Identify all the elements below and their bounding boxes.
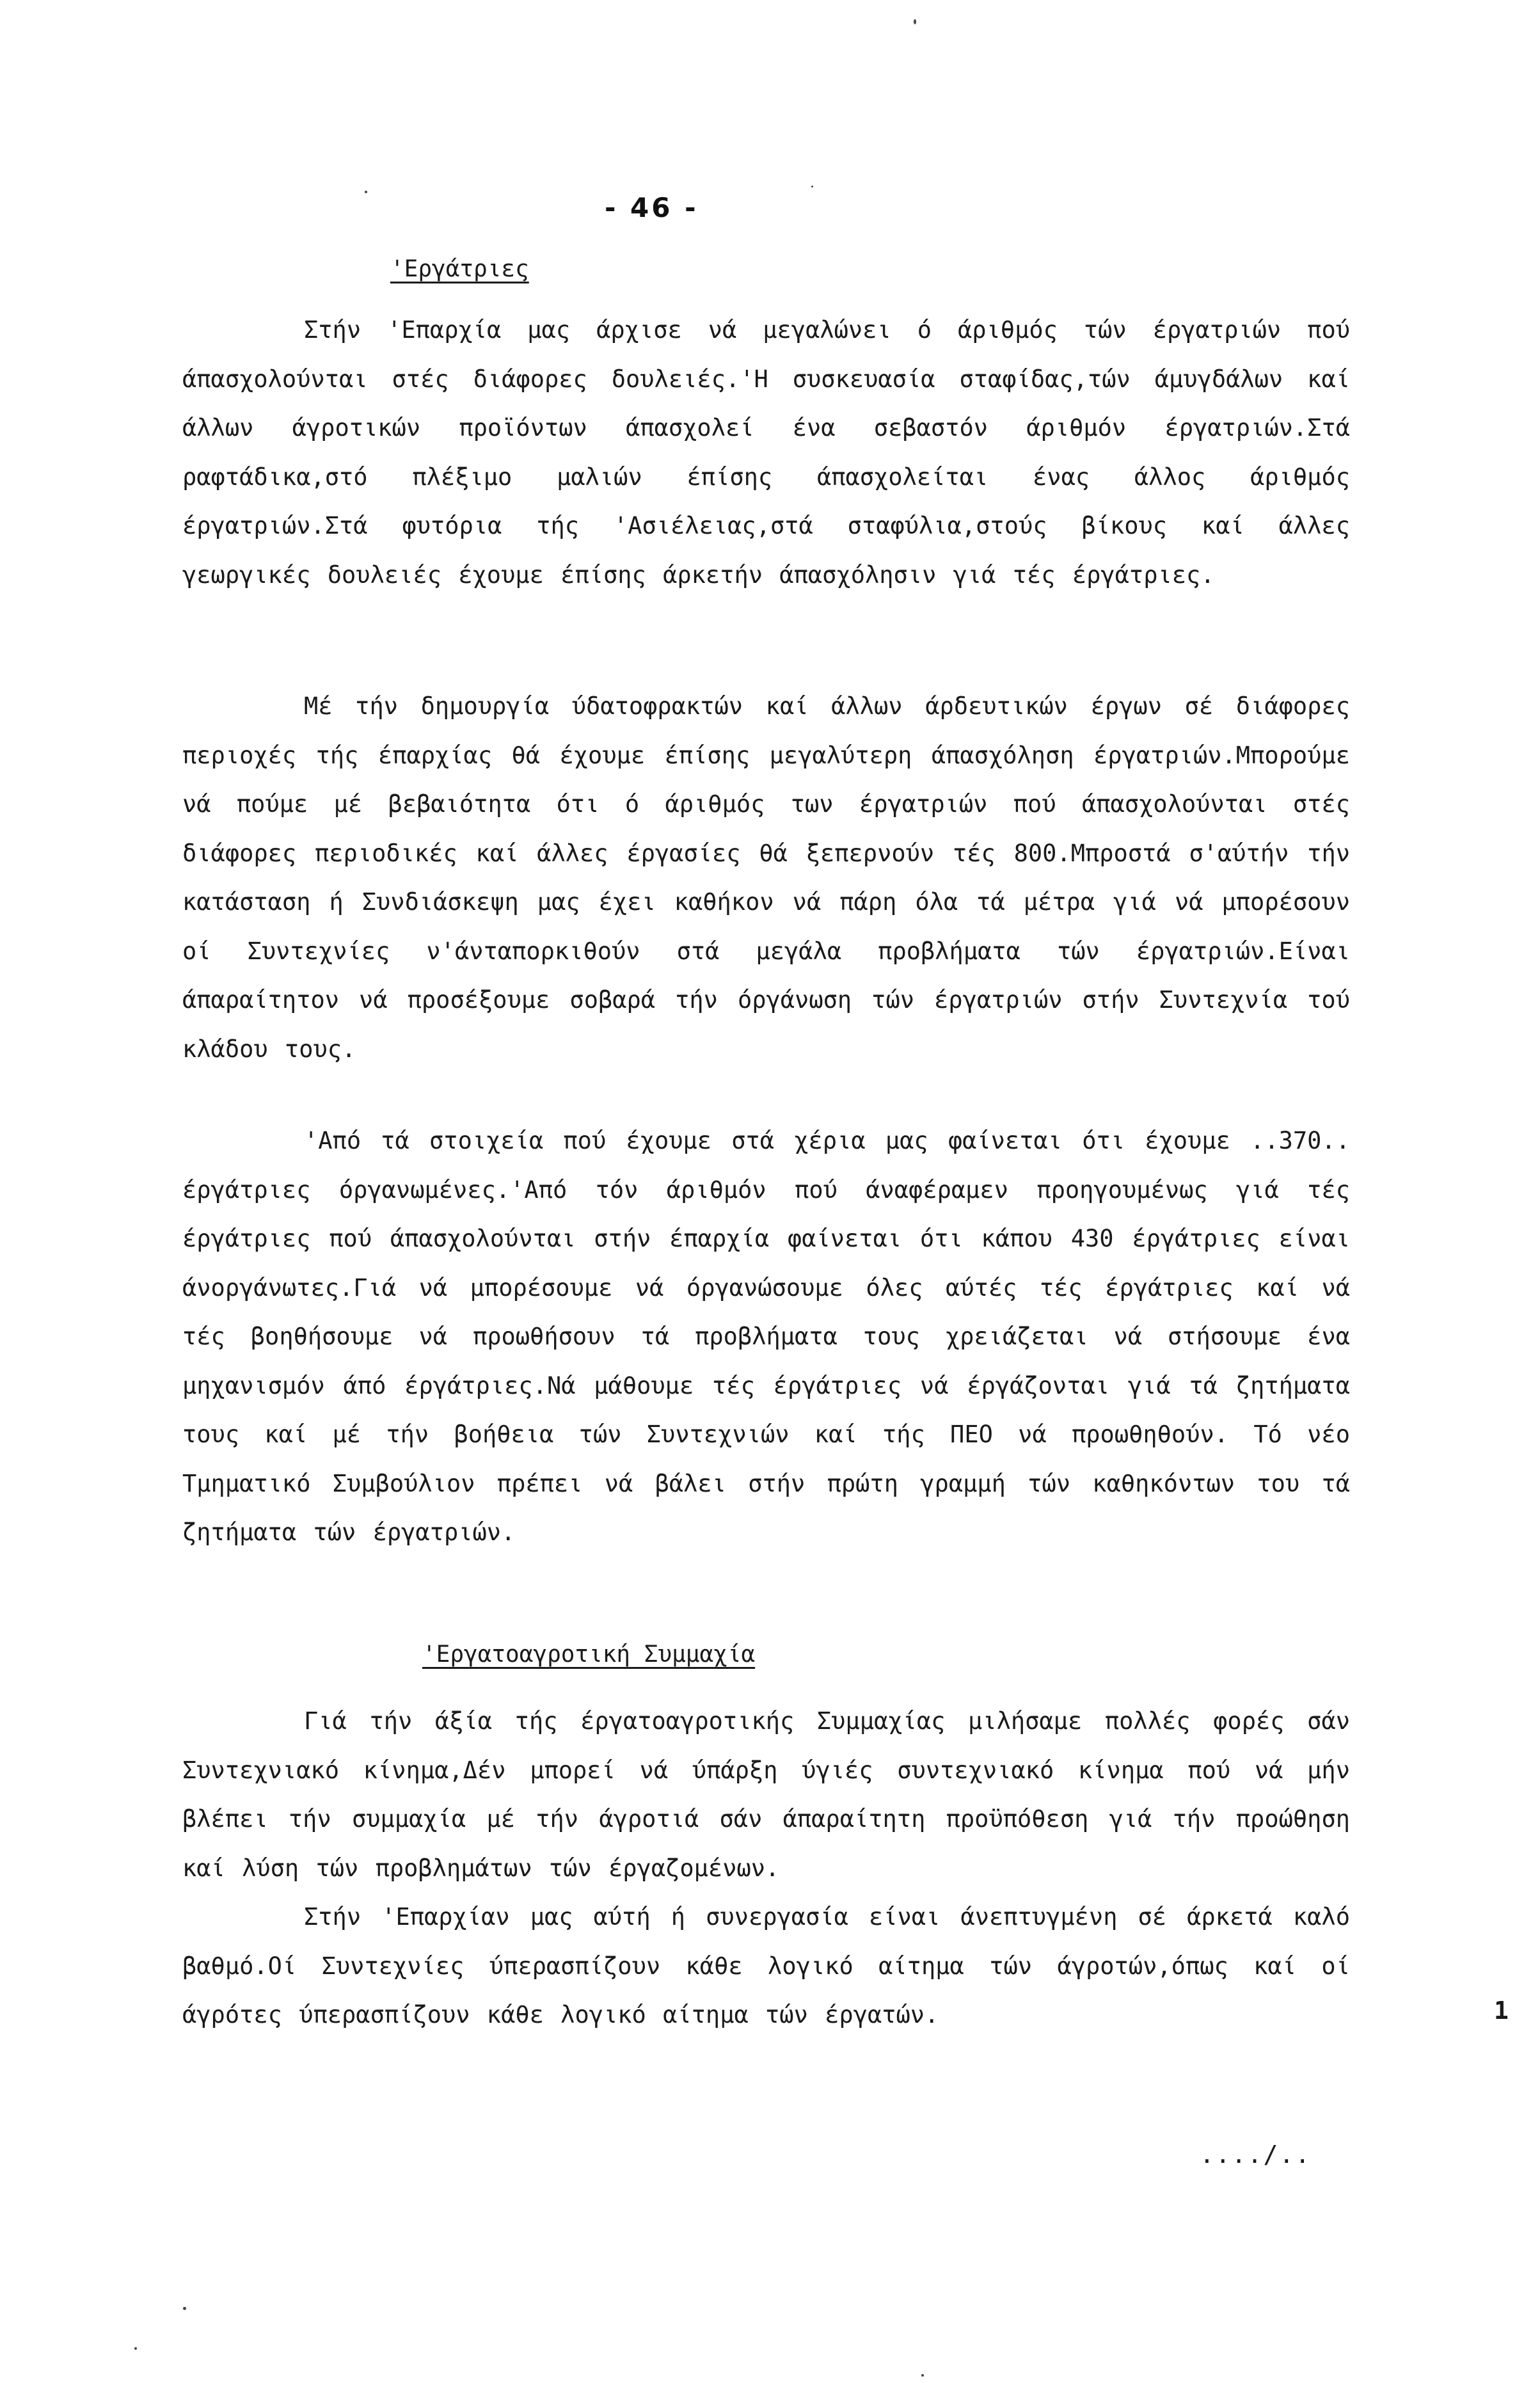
- paragraph: Στήν 'Επαρχίαν μας αύτή ή συνεργασία είναι άνεπτυγμένη σέ άρκετά καλό βαθμό.Οί Συντεχνίες ύπερασπίζουν κάθε λογικό αίτημα τών άγροτών,όπως καί οί άγρότες ύπερασπίζουν κάθε λογικό αίτημα τών έργατών.: [182, 1903, 1350, 2028]
- paragraph: Στήν 'Επαρχία μας άρχισε νά μεγαλώνει ό άριθμός τών έργατριών πού άπασχολούνται στές διάφορες δουλειές.'Η συσκευασία σταφίδας,τών άμυγδάλων καί άλλων άγροτικών προϊόντων άπασχολεί ένα σεβαστόν άριθμόν έργατριών.Στά ραφτάδικα,στό πλέξιμο μαλιών έπίσης άπασχολείται ένας άλλος άριθμός έργατριών.Στά φυτόρια τής 'Ασιέλειας,στά σταφύλια,στούς βίκους καί άλλες γεωργικές δουλειές έχουμε έπίσης άρκετήν άπασχόλησιν γιά τές έργάτριες.: [182, 316, 1350, 589]
- paragraph: Μέ τήν δημουργία ύδατοφρακτών καί άλλων άρδευτικών έργων σέ διάφορες περιοχές τής έπαρχίας θά έχουμε έπίσης μεγαλύτερη άπασχόληση έργατριών.Μπορούμε νά πούμε μέ βεβαιότητα ότι ό άριθμός των έργατριών πού άπασχολούνται στές διάφορες περιοδικές καί άλλες έργασίες θά ξεπερνούν τές 800.Μπροστά σ'αύτήν τήν κατάσταση ή Συνδιάσκεψη μας έχει καθήκον νά πάρη όλα τά μέτρα γιά νά μπορέσουν οί Συντεχνίες ν'άνταπορκιθούν στά μεγάλα προβλήματα τών έργατριών.Είναι άπαραίτητον νά προσέξουμε σοβαρά τήν όργάνωση τών έργατριών στήν Συντεχνία τού κλάδου τους.: [182, 692, 1350, 1063]
- paragraph: 'Από τά στοιχεία πού έχουμε στά χέρια μας φαίνεται ότι έχουμε ..370.. έργάτριες όργανωμένες.'Από τόν άριθμόν πού άναφέραμεν προηγουμένως γιά τές έργάτριες πού άπασχολούνται στήν έπαρχία φαίνεται ότι κάπου 430 έργάτριες είναι άνοργάνωτες.Γιά νά μπορέσουμε νά όργανώσουμε όλες αύτές τές έργάτριες καί νά τές βοηθήσουμε νά προωθήσουν τά προβλήματα τους χρειάζεται νά στήσουμε ένα μηχανισμόν άπό έργάτριες.Νά μάθουμε τές έργάτριες νά έργάζονται γιά τά ζητήματα τους καί μέ τήν βοήθεια τών Συντεχνιών καί τής ΠΕΟ νά προωθηθούν. Τό νέο Τμηματικό Συμβούλιον πρέπει νά βάλει στήν πρώτη γραμμή τών καθηκόντων του τά ζητήματα τών έργατριών.: [182, 1127, 1350, 1546]
- scan-speck: [183, 2307, 186, 2310]
- scan-speck: [811, 186, 813, 187]
- section-heading-alliance: 'Εργατοαγροτική Συμμαχία: [422, 1641, 756, 1668]
- scan-speck: [134, 2347, 137, 2350]
- page-number: - 46 -: [605, 192, 699, 223]
- scan-speck: [914, 19, 916, 24]
- scan-speck: [921, 2374, 924, 2377]
- section-heading-workers: 'Εργάτριες: [390, 256, 529, 282]
- paragraph: Γιά τήν άξία τής έργατοαγροτικής Συμμαχίας μιλήσαμε πολλές φορές σάν Συντεχνιακό κίνημα,Δέν μπορεί νά ύπάρξη ύγιές συντεχνιακό κίνημα πού νά μήν βλέπει τήν συμμαχία μέ τήν άγροτιά σάν άπαραίτητη προϋπόθεση γιά τήν προώθηση καί λύση τών προβλημάτων τών έργαζομένων.: [182, 1707, 1350, 1882]
- scan-speck: [365, 191, 367, 193]
- continuation-mark: ..../..: [1200, 2140, 1312, 2169]
- margin-note: 1: [1494, 1996, 1509, 2025]
